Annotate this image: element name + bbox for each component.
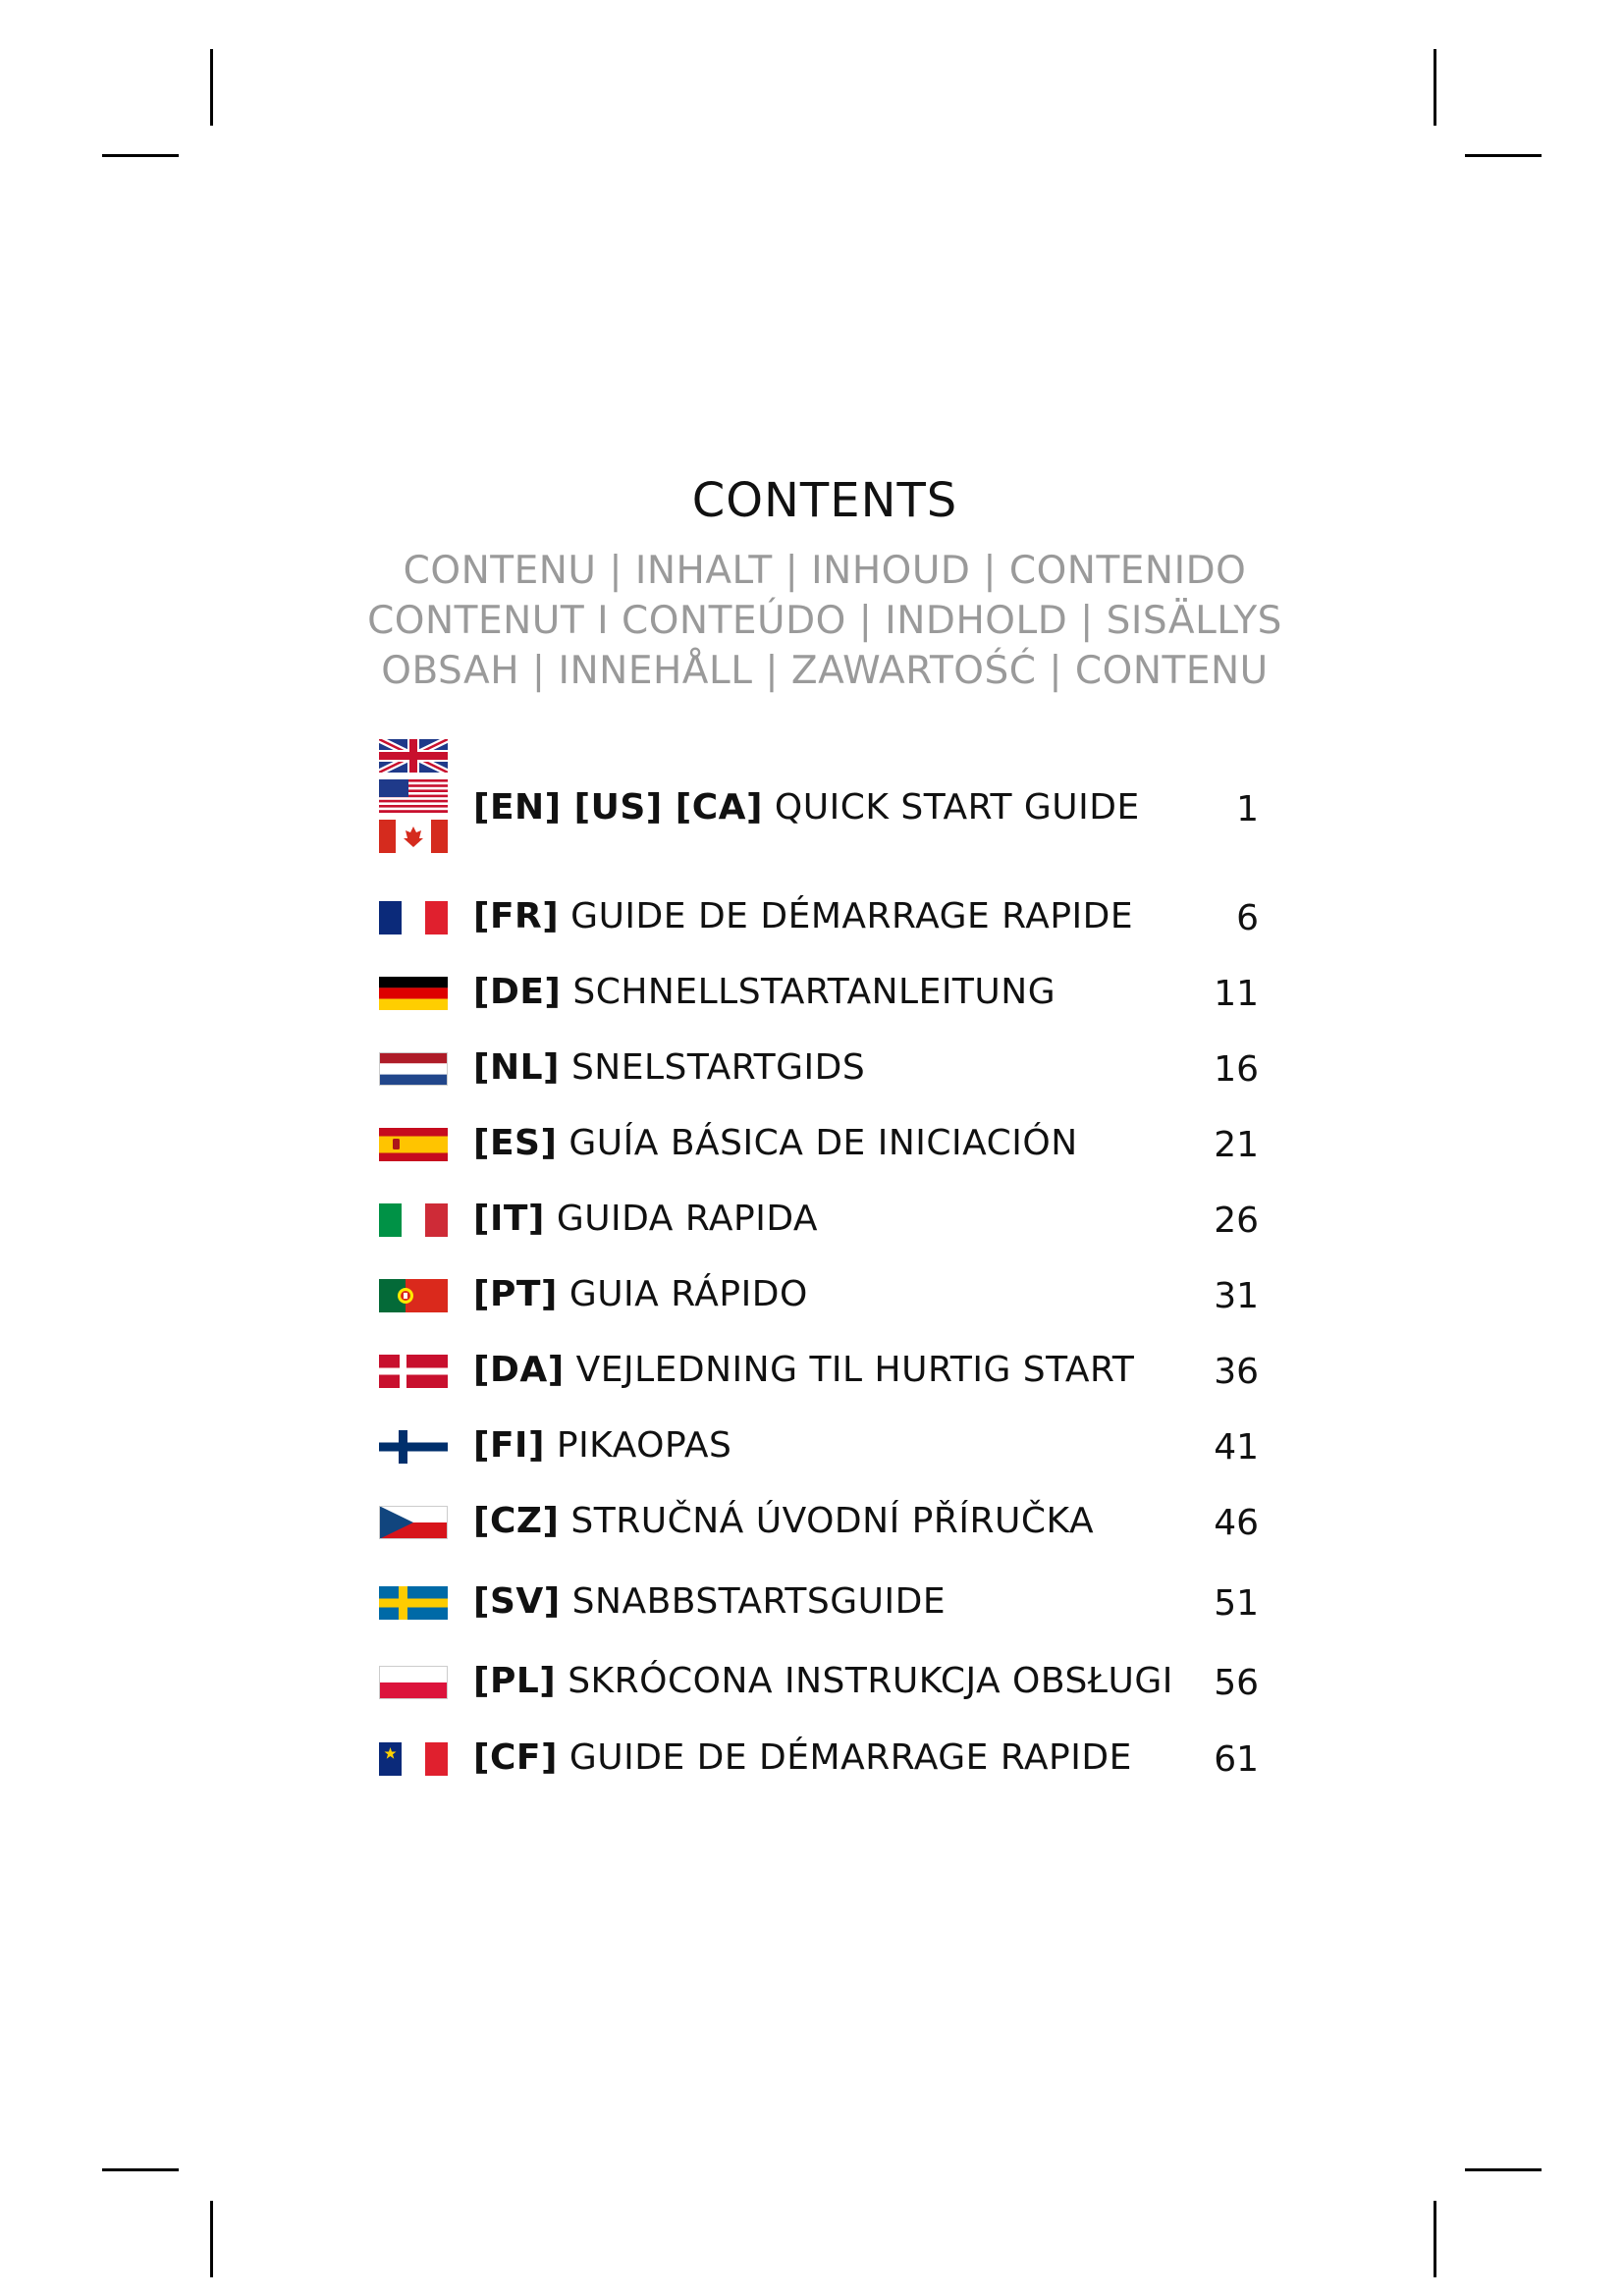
toc-entry-cf[interactable] bbox=[379, 1729, 1263, 1788]
entry-code: [EN] [US] [CA] bbox=[473, 787, 763, 828]
uk-flag-icon bbox=[379, 739, 448, 773]
entry-page-number: 56 bbox=[1214, 1663, 1259, 1703]
toc-entry-sv[interactable] bbox=[379, 1573, 1263, 1631]
entry-page-number: 41 bbox=[1214, 1427, 1259, 1468]
crop-mark-top-left-horizontal bbox=[102, 154, 179, 157]
subtitle-line: OBSAH | INNEHÅLL | ZAWARTOŚĆ | CONTENU bbox=[381, 649, 1269, 693]
toc-entry-de[interactable] bbox=[379, 963, 1263, 1022]
crop-mark-top-left-vertical bbox=[210, 49, 213, 126]
entry-title: VEJLEDNING TIL HURTIG START bbox=[575, 1350, 1135, 1390]
entry-page-number: 46 bbox=[1214, 1503, 1259, 1543]
czech-flag-icon bbox=[379, 1506, 448, 1539]
finland-flag-icon bbox=[379, 1430, 448, 1464]
crop-mark-top-right-vertical bbox=[1434, 49, 1436, 126]
entry-title: SNABBSTARTSGUIDE bbox=[571, 1581, 947, 1622]
denmark-flag-icon bbox=[379, 1355, 448, 1388]
entry-code: [PL] bbox=[473, 1661, 557, 1701]
toc-entry-it[interactable] bbox=[379, 1190, 1263, 1249]
entry-title: SNELSTARTGIDS bbox=[570, 1047, 866, 1088]
toc-entry-fi[interactable] bbox=[379, 1416, 1263, 1475]
entry-page-number: 16 bbox=[1214, 1049, 1259, 1090]
netherlands-flag-icon bbox=[379, 1052, 448, 1086]
toc-entry-da[interactable] bbox=[379, 1341, 1263, 1400]
crop-mark-bottom-left-vertical bbox=[210, 2201, 213, 2277]
toc-entry-cz[interactable] bbox=[379, 1492, 1263, 1551]
entry-code: [CZ] bbox=[473, 1501, 560, 1541]
entry-page-number: 31 bbox=[1214, 1276, 1259, 1316]
crop-mark-bottom-right-horizontal bbox=[1465, 2168, 1542, 2171]
entry-page-number: 36 bbox=[1214, 1352, 1259, 1392]
portugal-flag-icon bbox=[379, 1279, 448, 1312]
sweden-flag-icon bbox=[379, 1586, 448, 1620]
toc-entry-en[interactable] bbox=[379, 778, 1263, 837]
entry-code: [ES] bbox=[473, 1123, 558, 1163]
entry-code: [FI] bbox=[473, 1425, 545, 1466]
entry-title: SKRÓCONA INSTRUKCJA OBSŁUGI bbox=[568, 1661, 1173, 1701]
canada-flag-icon bbox=[379, 820, 448, 853]
entry-page-number: 1 bbox=[1236, 789, 1259, 829]
entry-page-number: 26 bbox=[1214, 1201, 1259, 1241]
crop-mark-top-right-horizontal bbox=[1465, 154, 1542, 157]
subtitle-line: CONTENU | INHALT | INHOUD | CONTENIDO bbox=[403, 549, 1247, 593]
france-flag-icon bbox=[379, 901, 448, 934]
entry-title: GUIDA RAPIDA bbox=[556, 1199, 819, 1239]
entry-title: STRUČNÁ ÚVODNÍ PŘÍRUČKA bbox=[570, 1501, 1095, 1541]
entry-code: [PT] bbox=[473, 1274, 558, 1314]
entry-code: [CF] bbox=[473, 1737, 558, 1778]
poland-flag-icon bbox=[379, 1666, 448, 1699]
entry-page-number: 11 bbox=[1214, 974, 1259, 1014]
entry-code: [SV] bbox=[473, 1581, 561, 1622]
entry-code: [DE] bbox=[473, 972, 562, 1012]
acadia-flag-icon bbox=[379, 1742, 448, 1776]
subtitle-line: CONTENUT I CONTEÚDO | INDHOLD | SISÄLLYS bbox=[367, 599, 1282, 643]
toc-entry-es[interactable] bbox=[379, 1114, 1263, 1173]
entry-code: [DA] bbox=[473, 1350, 565, 1390]
entry-title: PIKAOPAS bbox=[556, 1425, 732, 1466]
toc-entry-fr[interactable] bbox=[379, 887, 1263, 946]
entry-title: GUIDE DE DÉMARRAGE RAPIDE bbox=[568, 1737, 1132, 1778]
entry-page-number: 51 bbox=[1214, 1583, 1259, 1624]
entry-page-number: 6 bbox=[1236, 898, 1259, 938]
translated-titles bbox=[0, 546, 1624, 696]
toc-entry-pl[interactable] bbox=[379, 1652, 1263, 1711]
page-title: CONTENTS bbox=[691, 473, 958, 528]
entry-code: [NL] bbox=[473, 1047, 560, 1088]
entry-title: GUÍA BÁSICA DE INICIACIÓN bbox=[568, 1123, 1078, 1163]
entry-title: GUIA RÁPIDO bbox=[568, 1274, 808, 1314]
entry-title: SCHNELLSTARTANLEITUNG bbox=[572, 972, 1056, 1012]
entry-code: [IT] bbox=[473, 1199, 545, 1239]
entry-title: QUICK START GUIDE bbox=[774, 787, 1140, 828]
entry-page-number: 21 bbox=[1214, 1125, 1259, 1165]
entry-page-number: 61 bbox=[1214, 1739, 1259, 1780]
crop-mark-bottom-right-vertical bbox=[1434, 2201, 1436, 2277]
entry-title: GUIDE DE DÉMARRAGE RAPIDE bbox=[570, 896, 1134, 936]
spain-flag-icon bbox=[379, 1128, 448, 1161]
germany-flag-icon bbox=[379, 977, 448, 1010]
italy-flag-icon bbox=[379, 1203, 448, 1237]
toc-entry-pt[interactable] bbox=[379, 1265, 1263, 1324]
us-flag-icon bbox=[379, 779, 448, 813]
entry-code: [FR] bbox=[473, 896, 560, 936]
toc-entry-nl[interactable] bbox=[379, 1039, 1263, 1097]
crop-mark-bottom-left-horizontal bbox=[102, 2168, 179, 2171]
